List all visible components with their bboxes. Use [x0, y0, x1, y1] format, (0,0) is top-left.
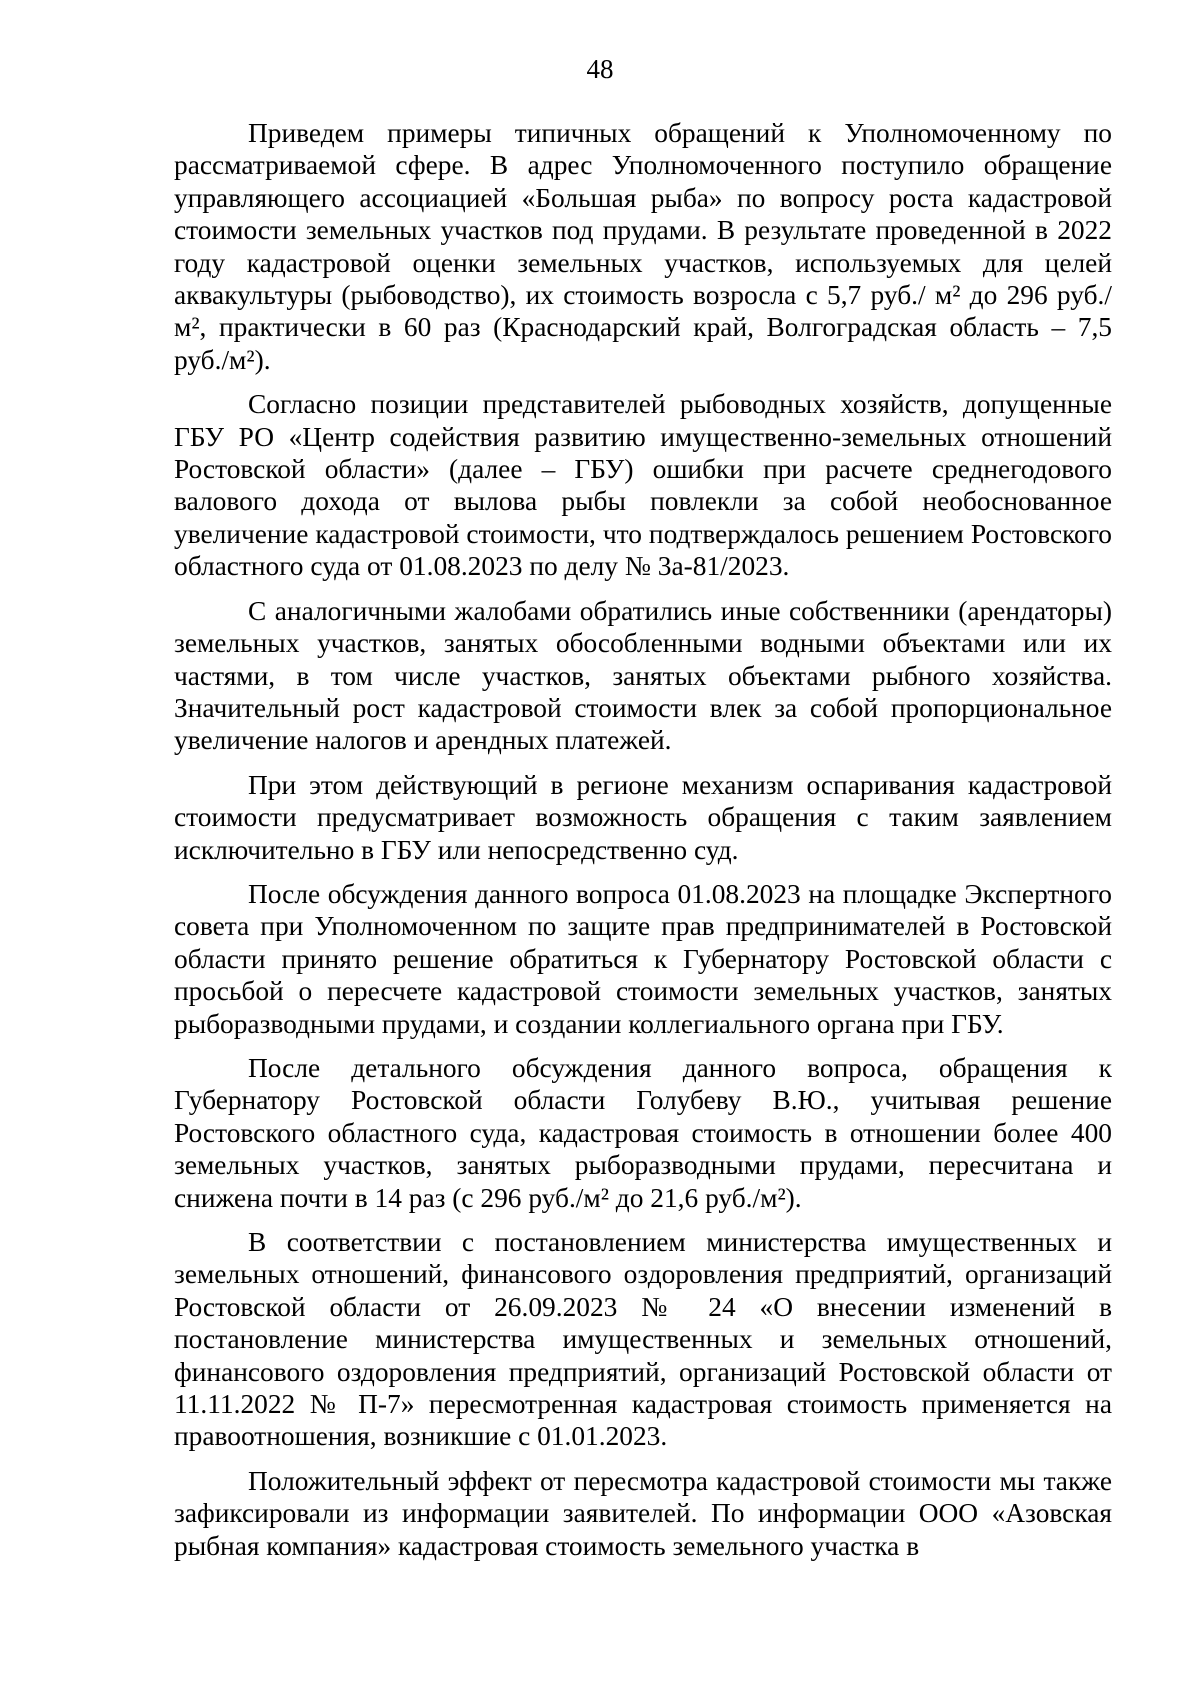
paragraph-4: При этом действующий в регионе механизм оспаривания кадастровой стоимости предусматривает возможность обращения с таким заявлением исключительно в ГБУ или непосредственно суд. — [174, 769, 1112, 865]
paragraph-8: Положительный эффект от пересмотра кадастровой стоимости мы также зафиксировали из информации заявителей. По информации ООО «Азовская рыбная компания» кадастровая стоимость земельного участка в — [174, 1465, 1112, 1561]
paragraph-1: Приведем примеры типичных обращений к Уполномоченному по рассматриваемой сфере. В адрес Уполномоченного поступило обращение управляющего ассоциацией «Большая рыба» по вопросу роста кадастровой стоимости земельных участков под прудами. В результате проведенной в 2022 году кадастровой оценки земельных участков, используемых для целей аквакультуры (рыбоводство), их стоимость возросла с 5,7 руб./ м² до 296 руб./м², практически в 60 раз (Краснодарский край, Волгоградская область – 7,5 руб./м²). — [174, 118, 1112, 375]
paragraph-7: В соответствии с постановлением министерства имущественных и земельных отношений, финансового оздоровления предприятий, организаций Ростовской области от 26.09.2023 № 24 «О внесении изменений в постановление министерства имущественных и земельных отношений, финансового оздоровления предприятий, организаций Ростовской области от 11.11.2022 № П-7» пересмотренная кадастровая стоимость применяется на правоотношения, возникшие с 01.01.2023. — [174, 1227, 1112, 1452]
document-body — [174, 117, 1112, 1574]
page-number: 48 — [586, 54, 614, 84]
paragraph-6: После детального обсуждения данного вопроса, обращения к Губернатору Ростовской области Голубеву В.Ю., учитывая решение Ростовского областного суда, кадастровая стоимость в отношении более 400 земельных участков, занятых рыборазводными прудами, пересчитана и снижена почти в 14 раз (с 296 руб./м² до 21,6 руб./м²). — [174, 1052, 1112, 1213]
paragraph-2: Согласно позиции представителей рыбоводных хозяйств, допущенные ГБУ РО «Центр содействия развитию имущественно-земельных отношений Ростовской области» (далее – ГБУ) ошибки при расчете среднегодового валового дохода от вылова рыбы повлекли за собой необоснованное увеличение кадастровой стоимости, что подтверждалось решением Ростовского областного суда от 01.08.2023 по делу № 3а-81/2023. — [174, 389, 1112, 582]
paragraph-5: После обсуждения данного вопроса 01.08.2023 на площадке Экспертного совета при Уполномоченном по защите прав предпринимателей в Ростовской области принято решение обратиться к Губернатору Ростовской области с просьбой о пересчете кадастровой стоимости земельных участков, занятых рыборазводными прудами, и создании коллегиального органа при ГБУ. — [174, 878, 1112, 1039]
paragraph-3: С аналогичными жалобами обратились иные собственники (арендаторы) земельных участков, занятых обособленными водными объектами или их частями, в том числе участков, занятых объектами рыбного хозяйства. Значительный рост кадастровой стоимости влек за собой пропорциональное увеличение налогов и арендных платежей. — [174, 595, 1112, 756]
